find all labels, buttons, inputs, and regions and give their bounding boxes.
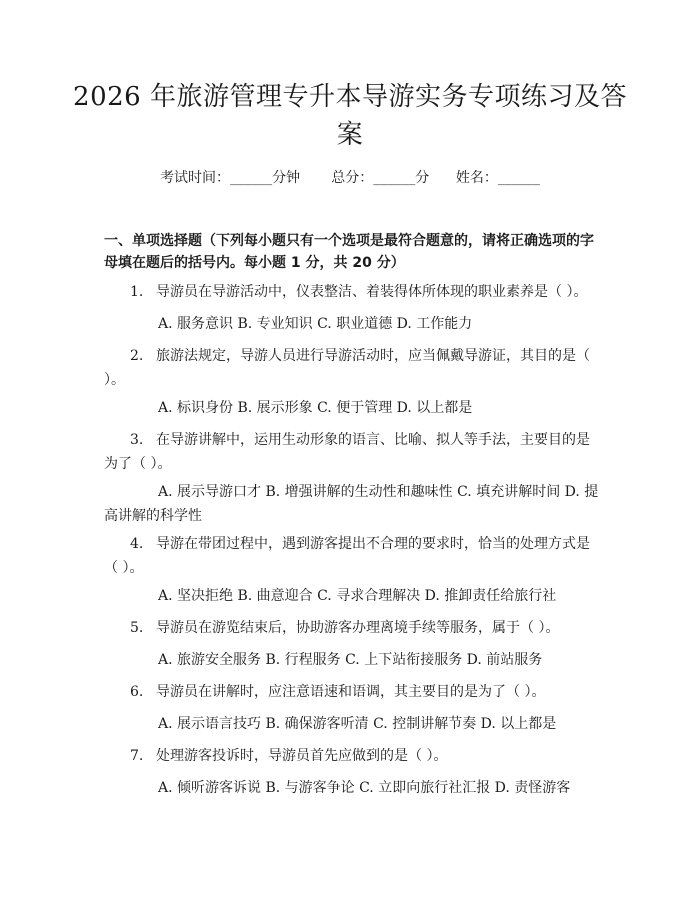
total-score-blank: ______ bbox=[373, 170, 416, 186]
question-stem bbox=[104, 280, 600, 304]
question-options: A. 标识身份 B. 展示形象 C. 便于管理 D. 以上都是 bbox=[158, 400, 473, 416]
exam-time-blank: ______ bbox=[230, 170, 273, 186]
exam-time-unit: 分钟 bbox=[272, 170, 301, 186]
question-stem bbox=[104, 344, 600, 392]
name-blank: ______ bbox=[497, 170, 540, 186]
section-heading: 一、单项选择题（下列每小题只有一个选项是最符合题意的，请将正确选项的字母填在题后的括号内。每小题 1 分，共 20 分） bbox=[104, 233, 594, 271]
question-text: 导游员在导游活动中，仪表整洁、着装得体所体现的职业素养是（ ）。 bbox=[156, 284, 588, 300]
total-score-label: 总分： bbox=[331, 170, 374, 186]
question-stem bbox=[104, 616, 600, 640]
exam-info-line bbox=[0, 168, 700, 188]
question-text: 旅游法规定，导游人员进行导游活动时，应当佩戴导游证，其目的是（ ）。 bbox=[104, 348, 590, 388]
total-score-unit: 分 bbox=[415, 170, 430, 186]
page-title: 2026 年旅游管理专升本导游实务专项练习及答案 bbox=[73, 82, 627, 150]
question-text: 导游员在游览结束后，协助游客办理离境手续等服务，属于（ ）。 bbox=[156, 620, 560, 636]
question-text: 在导游讲解中，运用生动形象的语言、比喻、拟人等手法，主要目的是为了（ ）。 bbox=[104, 432, 590, 472]
question-stem bbox=[104, 680, 600, 704]
exam-time-label: 考试时间： bbox=[160, 170, 231, 186]
question-stem bbox=[104, 532, 600, 580]
question-number: 6. bbox=[130, 684, 144, 700]
question-options: A. 倾听游客诉说 B. 与游客争论 C. 立即向旅行社汇报 D. 责怪游客 bbox=[158, 780, 571, 796]
question-number: 2. bbox=[130, 348, 144, 364]
question-stem bbox=[104, 428, 600, 476]
question-options: A. 服务意识 B. 专业知识 C. 职业道德 D. 工作能力 bbox=[158, 316, 473, 332]
question-stem bbox=[104, 744, 600, 768]
question-number: 1. bbox=[130, 284, 144, 300]
question-options: A. 坚决拒绝 B. 曲意迎合 C. 寻求合理解决 D. 推卸责任给旅行社 bbox=[158, 588, 557, 604]
name-label: 姓名： bbox=[455, 170, 498, 186]
question-options: A. 展示导游口才 B. 增强讲解的生动性和趣味性 C. 填充讲解时间 D. 提高讲解的科学性 bbox=[104, 484, 599, 524]
question-number: 3. bbox=[130, 432, 144, 448]
question-text: 导游在带团过程中，遇到游客提出不合理的要求时，恰当的处理方式是（ ）。 bbox=[104, 536, 590, 576]
question-number: 7. bbox=[130, 748, 144, 764]
question-number: 4. bbox=[130, 536, 144, 552]
question-options: A. 旅游安全服务 B. 行程服务 C. 上下站衔接服务 D. 前站服务 bbox=[158, 652, 543, 668]
question-options: A. 展示语言技巧 B. 确保游客听清 C. 控制讲解节奏 D. 以上都是 bbox=[158, 716, 557, 732]
question-text: 导游员在讲解时，应注意语速和语调，其主要目的是为了（ ）。 bbox=[156, 684, 546, 700]
question-text: 处理游客投诉时，导游员首先应做到的是（ ）。 bbox=[156, 748, 448, 764]
question-number: 5. bbox=[130, 620, 144, 636]
